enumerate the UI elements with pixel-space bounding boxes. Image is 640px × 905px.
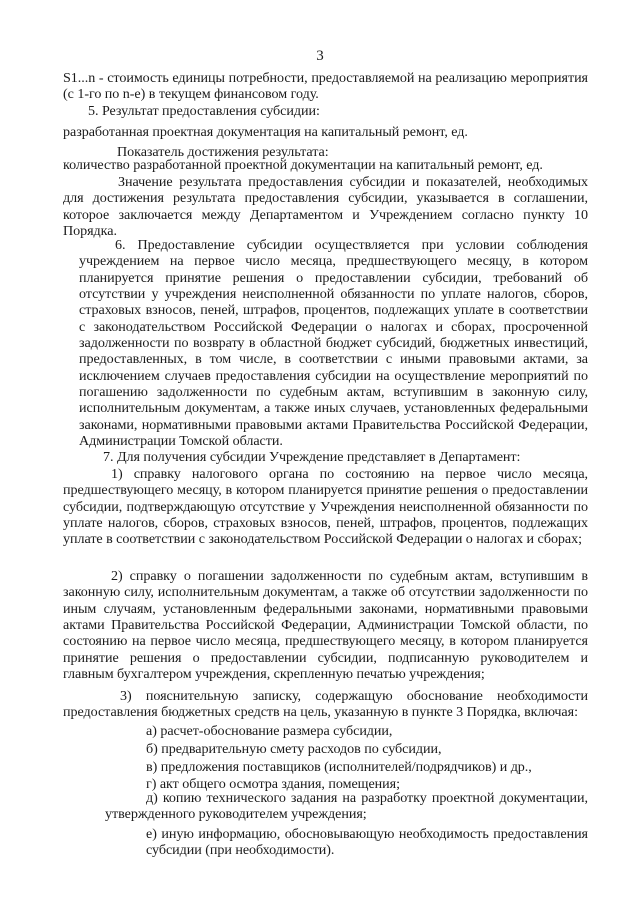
indicator-value: количество разработанной проектной документации на капитальный ремонт, ед.: [63, 157, 543, 173]
section-6-paragraph: 6. Предоставление субсидии осуществляется при условии соблюдения учреждением на первое число месяца, предшествующего месяцу, в котором планируется принятие решения о предоставлении субсидии, требований об отсутствии у учреждения неисполненной обязанности по уплате налогов, сборов, страховых взносов, пеней, штрафов, процентов, подлежащих уплате в соответствии с законодательством Российской Федерации о налогах и сборах, просроченной задолженности по возврату в областной бюджет субсидий, бюджетных инвестиций, предоставленных, в том числе, в соответствии с иными правовыми актами, за исключением случаев предоставления субсидии на осуществление мероприятий по погашению задолженности по судебным актам, вступившим в законную силу, исполнительным документам, а также иных случаев, установленных федеральными законами, нормативными правовыми актами Правительства Российской Федерации, Администрации Томской области.: [79, 237, 588, 450]
result-values-paragraph: Значение результата предоставления субсидии и показателей, необходимых для достижения результата предоставления субсидии, указывается в соглашении, которое заключается между Департаментом и Учреждением согласно пункту 10 Порядка.: [63, 174, 588, 240]
item-3-sub-e: е) иную информацию, обосновывающую необходимость предоставления субсидии (при необходимости).: [146, 826, 588, 859]
section-7-item-3: 3) пояснительную записку, содержащую обоснование необходимости предоставления бюджетных средств на цель, указанную в пункте 3 Порядка, включая:: [63, 688, 588, 721]
section-5-result: разработанная проектная документация на капитальный ремонт, ед.: [63, 124, 468, 140]
item-3-sub-v: в) предложения поставщиков (исполнителей/подрядчиков) и др.,: [146, 759, 532, 775]
section-7-intro: 7. Для получения субсидии Учреждение представляет в Департамент:: [103, 449, 521, 465]
indicator-heading: Показатель достижения результата:: [117, 144, 329, 160]
item-3-sub-b: б) предварительную смету расходов по субсидии,: [146, 741, 442, 757]
item-3-sub-g: г) акт общего осмотра здания, помещения;: [146, 776, 400, 792]
s1n-definition: S1...n - стоимость единицы потребности, предоставляемой на реализацию мероприятия (с 1-го по n-е) в текущем финансовом году.: [63, 70, 588, 103]
page-number: 3: [316, 48, 324, 64]
section-7-item-1: 1) справку налогового органа по состоянию на первое число месяца, предшествующего месяцу, в котором планируется принятие решения о предоставлении субсидии, подтверждающую отсутствие у Учреждения неисполненной обязанности по уплате налогов, сборов, страховых взносов, пеней, штрафов, процентов, подлежащих уплате в соответствии с законодательством Российской Федерации о налогах и сборах;: [63, 466, 588, 548]
section-5-heading: 5. Результат предоставления субсидии:: [88, 103, 320, 119]
item-3-sub-a: а) расчет-обоснование размера субсидии,: [146, 723, 393, 739]
section-7-item-2: 2) справку о погашении задолженности по судебным актам, вступившим в законную силу, исполнительным документам, а также об отсутствии задолженности по иным случаям, установленным федеральными законами, нормативными правовыми актами Правительства Российской Федерации, Администрации Томской области, по состоянию на первое число месяца, предшествующего месяцу, в котором планируется принятие решения о предоставлении субсидии, подписанную руководителем и главным бухгалтером учреждения, скрепленную печатью учреждения;: [63, 568, 588, 683]
item-3-sub-d: д) копию технического задания на разработку проектной документации, утвержденного руководителем учреждения;: [105, 790, 588, 823]
